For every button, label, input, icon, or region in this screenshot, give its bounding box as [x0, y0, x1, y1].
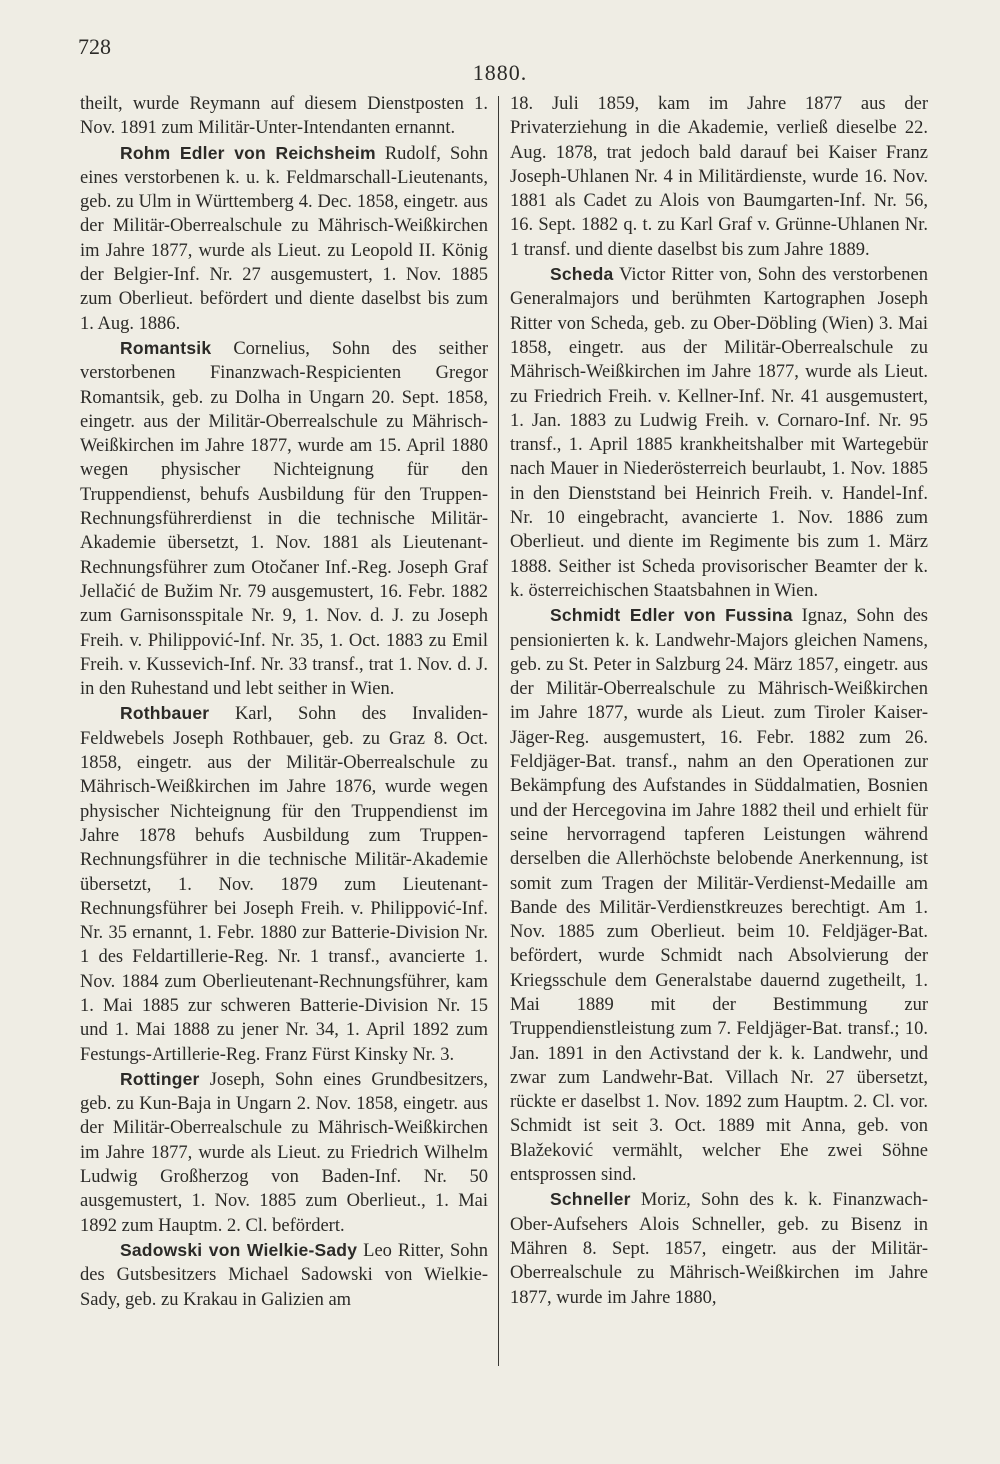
biography-entry: [510, 603, 928, 1187]
entry-name: Rottinger: [120, 1068, 200, 1089]
right-column: [510, 92, 928, 1310]
entry-text: Leo Ritter, Sohn des Gutsbesitzers Michael Sadowski von Wielkie-Sady, geb. zu Krakau in Galizien am: [80, 1240, 488, 1310]
continued-text: theilt, wurde Reymann auf diesem Dienstposten 1. Nov. 1891 zum Militär-Unter-Intendanten ernannt.: [80, 94, 488, 139]
entry-text: Rudolf, Sohn eines verstorbenen k. u. k. Feldmarschall-Lieutenants, geb. zu Ulm in Württemberg 4. Dec. 1858, eingetr. aus der Militär-Oberrealschule zu Mährisch-Weißkirchen im Jahre 1877, wurde als Lieut. zu Leopold II. König der Belgier-Inf. Nr. 27 ausgemustert, 1. Nov. 1885 zum Oberlieut. befördert und diente daselbst bis zum 1. Aug. 1886.: [80, 143, 489, 334]
biography-entry: [510, 1187, 928, 1309]
entry-text: Cornelius, Sohn des seither verstorbenen Finanzwach-Respicienten Gregor Romantsik, geb. zu Dolha in Ungarn 20. Sept. 1858, eingetr. aus der Militär-Oberrealschule zu Mährisch-Weißkirchen im Jahre 1877, wurde am 15. April 1880 wegen physischer Nichteignung für den Truppendienst, behufs Ausbildung für den Truppen-Rechnungsführerdienst in die technische Militär-Akademie übersetzt, 1. Nov. 1881 als Lieutenant-Rechnungsführer zum Otočaner Inf.-Reg. Joseph Graf Jellačić de Bužim Nr. 79 ausgemustert, 16. Febr. 1882 zum Garnisonsspitale Nr. 9, 1. Nov. d. J. zu Joseph Freih. v. Philippović-Inf. Nr. 35, 1. Oct. 1883 zu Emil Freih. v. Kussevich-Inf. Nr. 33 transf., trat 1. Nov. d. J. in den Ruhestand und lebt seither in Wien.: [80, 338, 489, 700]
entry-text: Karl, Sohn des Invaliden-Feldwebels Joseph Rothbauer, geb. zu Graz 8. Oct. 1858, eingetr. aus der Militär-Oberrealschule zu Mährisch-Weißkirchen im Jahre 1876, wurde wegen physischer Nichteignung für den Truppendienst im Jahre 1878 behufs Ausbildung zum Truppen-Rechnungsführer in die technische Militär-Akademie übersetzt, 1. Nov. 1879 zum Lieutenant-Rechnungsführer bei Joseph Freih. v. Philippović-Inf. Nr. 35 ernannt, 1. Febr. 1880 zur Batterie-Division Nr. 1 des Feldartillerie-Reg. Nr. 1 transf., avancierte 1. Nov. 1884 zum Oberlieutenant-Rechnungsführer, kam 1. Mai 1885 zur schweren Batterie-Division Nr. 15 und 1. Mai 1888 zu jener Nr. 34, 1. April 1892 zum Festungs-Artillerie-Reg. Franz Fürst Kinsky Nr. 3.: [80, 704, 488, 1065]
entry-name: Schmidt Edler von Fussina: [550, 605, 793, 626]
biography-entry: [80, 701, 488, 1066]
entry-text: Moriz, Sohn des k. k. Finanzwach-Ober-Aufsehers Alois Schneller, geb. zu Bisenz in Mähren 8. Sept. 1857, eingetr. aus der Militär-Oberrealschule zu Mährisch-Weißkirchen im Jahre 1877, wurde im Jahre 1880,: [510, 1190, 928, 1308]
page-year-heading: 1880.: [472, 60, 528, 85]
biography-entry: [80, 141, 488, 336]
left-column: [80, 92, 488, 1312]
entry-name: Romantsik: [120, 337, 212, 358]
entry-text: Joseph, Sohn eines Grundbesitzers, geb. zu Kun-Baja in Ungarn 2. Nov. 1858, eingetr. aus der Militär-Oberrealschule zu Mährisch-Weißkirchen im Jahre 1877, wurde als Lieut. zu Friedrich Wilhelm Ludwig Großherzog von Baden-Inf. Nr. 50 ausgemustert, 1. Nov. 1885 zum Oberlieut., 1. Mai 1892 zum Hauptm. 2. Cl. befördert.: [80, 1069, 489, 1236]
biography-entry: [80, 1238, 488, 1312]
entry-name: Rohm Edler von Reichsheim: [120, 142, 376, 163]
column-divider: [498, 96, 499, 1366]
biography-entry: [80, 1067, 488, 1238]
biography-entry: [80, 336, 488, 701]
page-number: 728: [78, 34, 111, 59]
entry-name: Schneller: [550, 1189, 631, 1210]
entry-name: Sadowski von Wielkie-Sady: [120, 1239, 358, 1260]
continued-text: 18. Juli 1859, kam im Jahre 1877 aus der Privaterziehung in die Akademie, verließ dieselbe 22. Aug. 1878, trat jedoch bald darauf bei Kaiser Franz Joseph-Uhlanen Nr. 4 in Militärdienste, wurde 16. Nov. 1881 als Cadet zu Alois von Baumgarten-Inf. Nr. 56, 16. Sept. 1882 q. t. zu Karl Graf v. Grünne-Uhlanen Nr. 1 transf. und diente daselbst bis zum Jahre 1889.: [510, 94, 928, 260]
entry-text: Victor Ritter von, Sohn des verstorbenen Generalmajors und berühmten Kartographen Joseph Ritter von Scheda, geb. zu Ober-Döbling (Wien) 3. Mai 1858, eingetr. aus der Militär-Oberrealschule zu Mährisch-Weißkirchen im Jahre 1877, wurde als Lieut. zu Friedrich Freih. v. Kellner-Inf. Nr. 41 ausgemustert, 1. Jan. 1883 zu Ludwig Freih. v. Cornaro-Inf. Nr. 95 transf., 1. April 1885 krankheitshalber mit Wartegebür nach Mauer in Niederösterreich beurlaubt, 1. Nov. 1885 in den Dienststand bei Heinrich Freih. v. Handel-Inf. Nr. 10 eingebracht, avancierte 1. Nov. 1886 zum Oberlieut. und diente im Regimente bis zum 1. März 1888. Seither ist Scheda provisorischer Beamter der k. k. österreichischen Staatsbahnen in Wien.: [510, 265, 928, 601]
biography-entry: [510, 262, 928, 603]
entry-name: Scheda: [550, 264, 614, 285]
entry-text: Ignaz, Sohn des pensionierten k. k. Landwehr-Majors gleichen Namens, geb. zu St. Peter in Salzburg 24. März 1857, eingetr. aus der Militär-Oberrealschule zu Mährisch-Weißkirchen im Jahre 1877, wurde als Lieut. zum Tiroler Kaiser-Jäger-Reg. ausgemustert, 16. Febr. 1882 zum 26. Feldjäger-Bat. transf., nahm an den Operationen zur Bekämpfung des Aufstandes in Süddalmatien, Bosnien und der Hercegovina im Jahre 1882 theil und erhielt für seine hervorragend tapferen Leistungen während derselben die Allerhöchste belobende Anerkennung, ist somit zum Tragen der Militär-Verdienst-Medaille am Bande des Militär-Verdienstkreuzes berechtigt. Am 1. Nov. 1885 zum Oberlieut. beim 10. Feldjäger-Bat. befördert, wurde Schmidt nach Absolvierung der Kriegsschule dem Generalstabe dauernd zugetheilt, 1. Mai 1889 mit der Bestimmung zur Truppendienstleistung zum 7. Feldjäger-Bat. transf.; 10. Jan. 1891 in den Activstand der k. k. Landwehr, und zwar zum Landwehr-Bat. Villach Nr. 27 übersetzt, rückte er daselbst 1. Nov. 1892 zum Hauptm. 2. Cl. vor. Schmidt ist seit 3. Oct. 1889 mit Anna, geb. von Blažeković vermählt, welcher Ehe zwei Söhne entsprossen sind.: [510, 606, 928, 1186]
entry-name: Rothbauer: [120, 703, 210, 724]
